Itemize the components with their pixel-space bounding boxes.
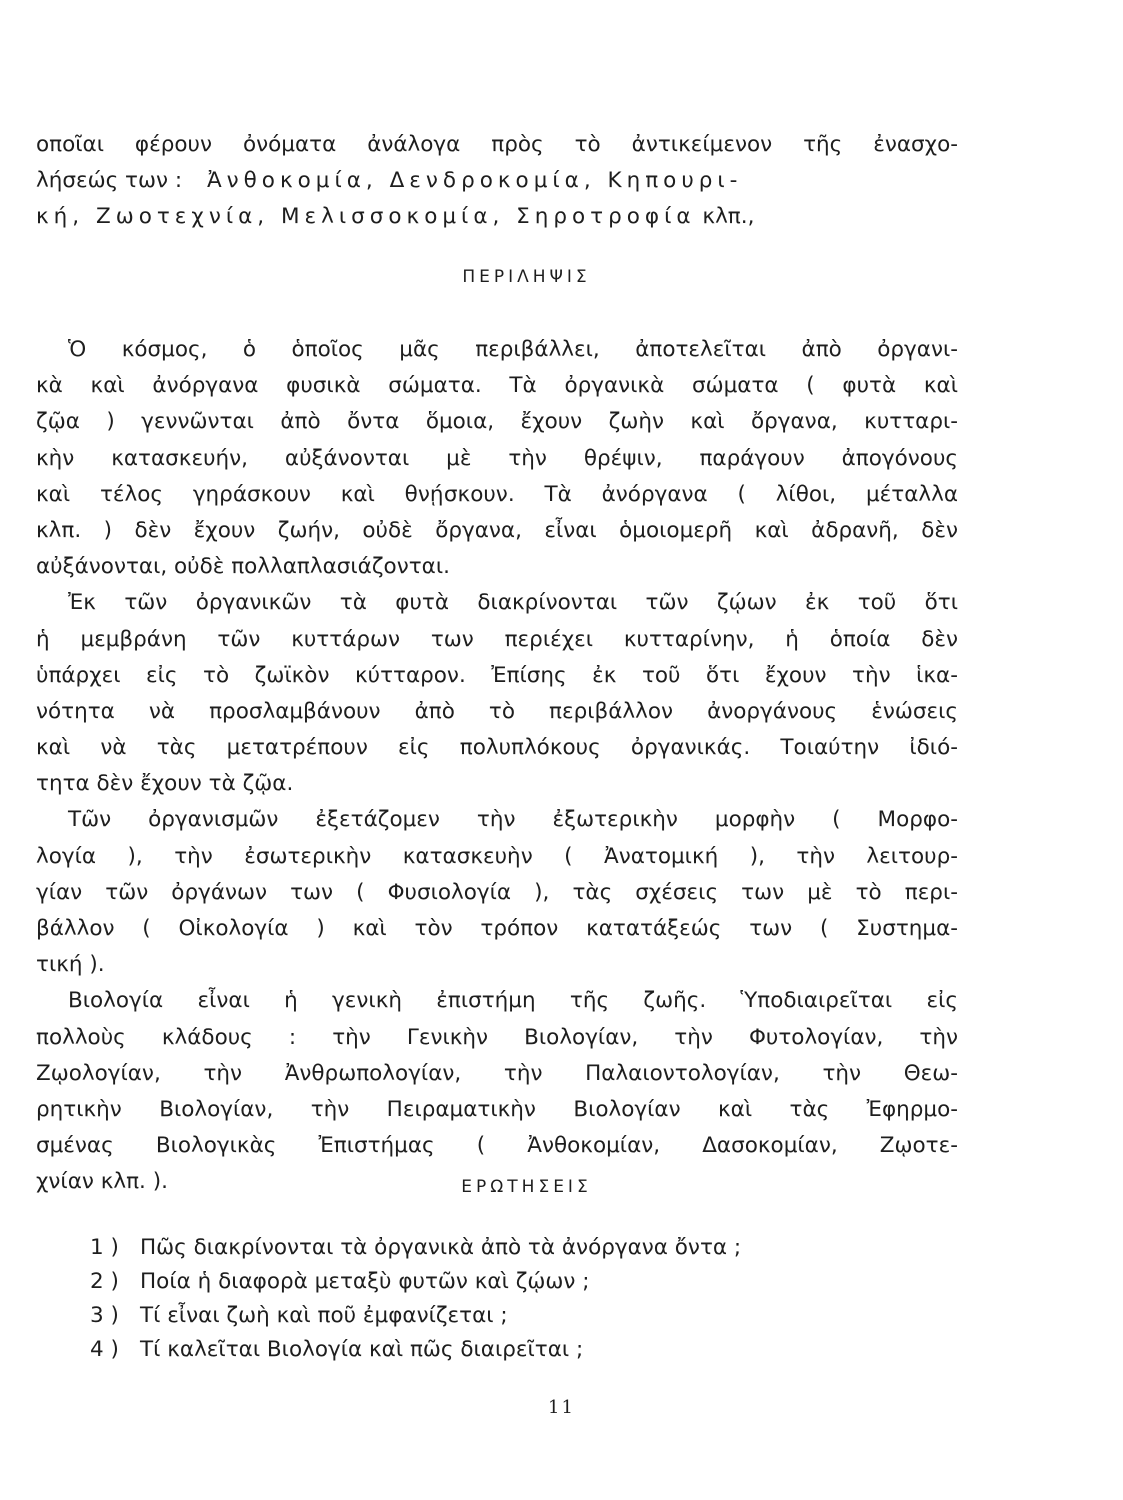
question-text: Τί καλεῖται Βιολογία καὶ πῶς διαιρεῖται ; (140, 1337, 584, 1362)
summary-line: Ἐκ τῶν ὀργανικῶν τὰ φυτὰ διακρίνονται τῶν ζῴων ἐκ τοῦ ὅτι (68, 590, 958, 616)
summary-line: τική ). (36, 952, 105, 978)
questions-list (90, 1231, 990, 1367)
summary-heading: ΠΕΡΙΛΗΨΙΣ (462, 267, 591, 287)
question-text: Τί εἶναι ζωὴ καὶ ποῦ ἐμφανίζεται ; (140, 1303, 508, 1328)
summary-line: καὶ τέλος γηράσκουν καὶ θνῄσκουν. Τὰ ἀνόργανα ( λίθοι, μέταλλα (36, 481, 958, 507)
summary-line: ρητικὴν Βιολογίαν, τὴν Πειραματικὴν Βιολογίαν καὶ τὰς Ἐφηρμο- (36, 1096, 958, 1122)
page-number: 11 (548, 1397, 575, 1418)
question-number: 2 ) (90, 1269, 119, 1294)
summary-body (36, 332, 958, 1201)
summary-line: αὐξάνονται, οὐδὲ πολλαπλασιάζονται. (36, 554, 450, 580)
summary-line: γίαν τῶν ὀργάνων των ( Φυσιολογία ), τὰς σχέσεις των μὲ τὸ περι- (36, 879, 958, 905)
summary-line: βάλλον ( Οἰκολογία ) καὶ τὸν τρόπον κατατάξεώς των ( Συστημα- (36, 916, 958, 941)
summary-line: νότητα νὰ προσλαμβάνουν ἀπὸ τὸ περιβάλλον ἀνοργάνους ἑνώσεις (36, 698, 958, 724)
intro-spaced-terms: κή, Ζωοτεχνία, Μελισσοκομία, Σηροτροφία (36, 204, 696, 230)
question-text: Πῶς διακρίνονται τὰ ὀργανικὰ ἀπὸ τὰ ἀνόργανα ὄντα ; (140, 1235, 742, 1260)
summary-line: λογία ), τὴν ἐσωτερικὴν κατασκευὴν ( Ἀνατομική ), τὴν λειτουρ- (36, 843, 958, 869)
summary-line: Βιολογία εἶναι ἡ γενικὴ ἐπιστήμη τῆς ζωῆς. Ὑποδιαιρεῖται εἰς (68, 988, 958, 1014)
intro-line (36, 199, 958, 235)
summary-line: πολλοὺς κλάδους : τὴν Γενικὴν Βιολογίαν, τὴν Φυτολογίαν, τὴν (36, 1024, 958, 1050)
summary-line: Ζῳολογίαν, τὴν Ἀνθρωπολογίαν, τὴν Παλαιοντολογίαν, τὴν Θεω- (36, 1060, 958, 1086)
question-number: 4 ) (90, 1337, 119, 1362)
intro-line: οποῖαι φέρουν ὀνόματα ἀνάλογα πρὸς τὸ ἀντικείμενον τῆς ἐνασχο- (36, 132, 958, 157)
summary-line: καὶ νὰ τὰς μετατρέπουν εἰς πολυπλόκους ὀργανικάς. Τοιαύτην ἰδιό- (36, 735, 958, 761)
summary-line: κὰ καὶ ἀνόργανα φυσικὰ σώματα. Τὰ ὀργανικὰ σώματα ( φυτὰ καὶ (36, 373, 958, 399)
intro-line-suffix: κλπ., (702, 204, 755, 230)
summary-line: Τῶν ὀργανισμῶν ἐξετάζομεν τὴν ἐξωτερικὴν μορφὴν ( Μορφο- (68, 807, 958, 833)
summary-line: ζῷα ) γεννῶνται ἀπὸ ὄντα ὅμοια, ἔχουν ζωὴν καὶ ὄργανα, κυτταρι- (36, 409, 958, 435)
question-text: Ποία ἡ διαφορὰ μεταξὺ φυτῶν καὶ ζῴων ; (140, 1269, 590, 1294)
summary-line: σμένας Βιολογικὰς Ἐπιστήμας ( Ἀνθοκομίαν, Δασοκομίαν, Ζῳοτε- (36, 1133, 958, 1159)
summary-line: κλπ. ) δὲν ἔχουν ζωήν, οὐδὲ ὄργανα, εἶναι ὁμοιομερῆ καὶ ἀδρανῆ, δὲν (36, 517, 958, 543)
summary-line: ὑπάρχει εἰς τὸ ζωϊκὸν κύτταρον. Ἐπίσης ἐκ τοῦ ὅτι ἔχουν τὴν ἱκα- (36, 662, 958, 688)
summary-line: τητα δὲν ἔχουν τὰ ζῷα. (36, 771, 294, 797)
questions-heading: ΕΡΩΤΗΣΕΙΣ (461, 1177, 592, 1197)
intro-line (36, 163, 958, 199)
summary-line: ἡ μεμβράνη τῶν κυττάρων των περιέχει κυτταρίνην, ἡ ὁποία δὲν (36, 626, 958, 652)
question-item (90, 1299, 990, 1333)
summary-line: χνίαν κλπ. ). (36, 1169, 168, 1195)
intro-paragraph (36, 127, 958, 236)
summary-line: Ὁ κόσμος, ὁ ὁποῖος μᾶς περιβάλλει, ἀποτελεῖται ἀπὸ ὀργανι- (68, 337, 958, 362)
intro-spaced-terms: Ἀνθοκομία, Δενδροκομία, Κηπουρι- (206, 168, 743, 194)
question-item (90, 1265, 990, 1299)
question-item (90, 1333, 990, 1367)
intro-line-prefix: λήσεώς των : (36, 168, 183, 194)
summary-line: κὴν κατασκευήν, αὐξάνονται μὲ τὴν θρέψιν, παράγουν ἀπογόνους (36, 445, 958, 471)
question-number: 3 ) (90, 1303, 119, 1328)
question-number: 1 ) (90, 1235, 119, 1260)
question-item (90, 1231, 990, 1265)
